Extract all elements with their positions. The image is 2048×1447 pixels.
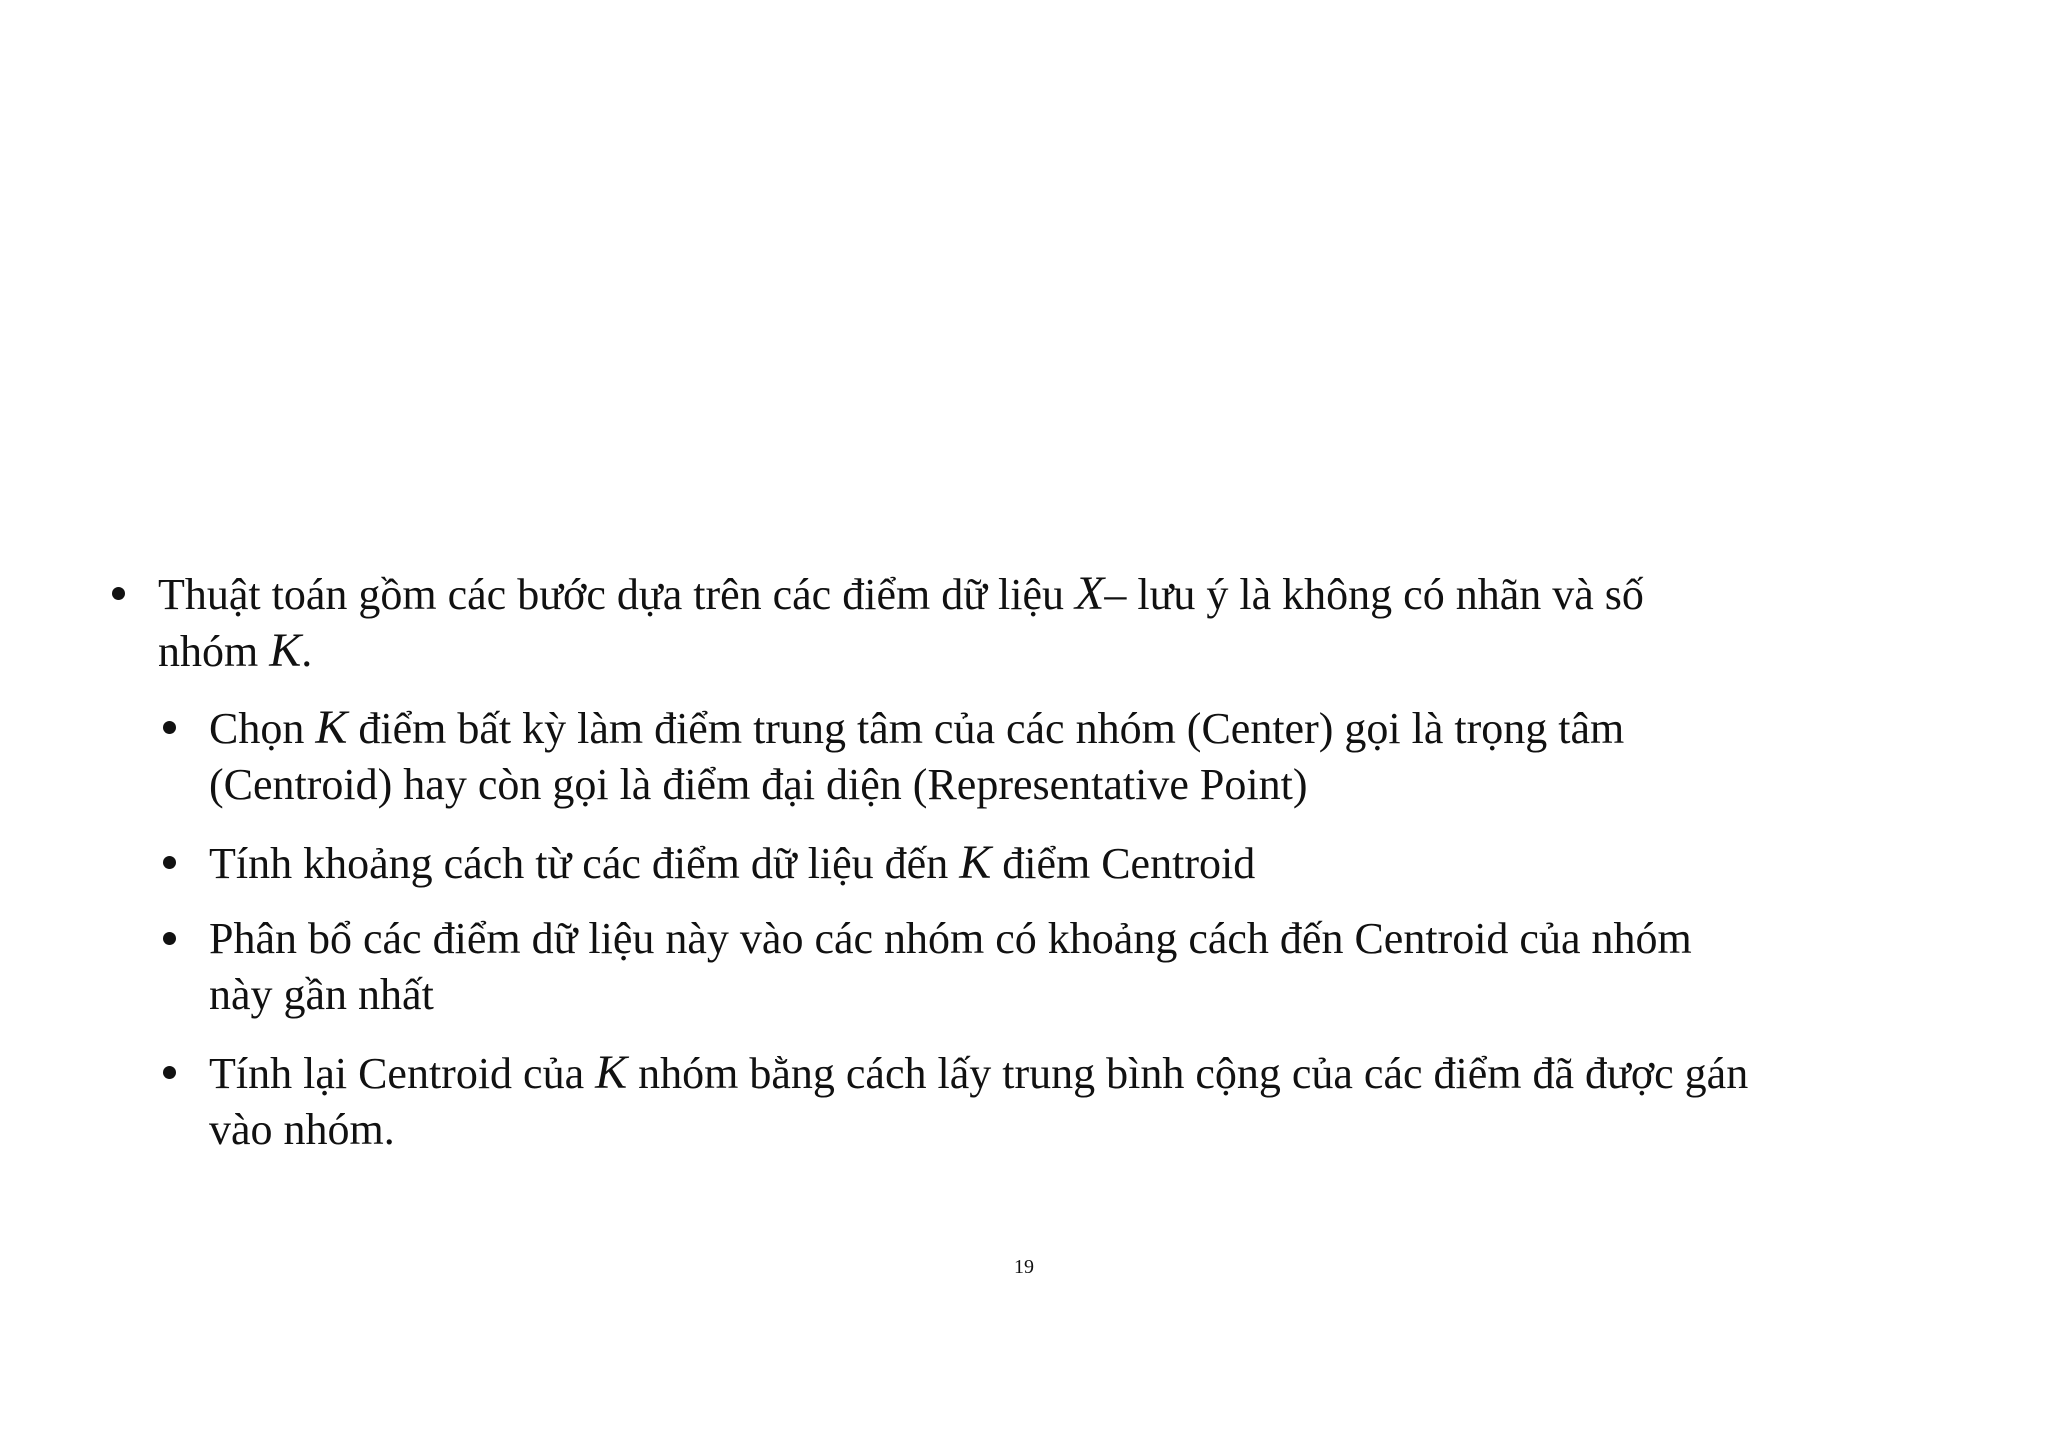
bullet-dot-icon bbox=[112, 587, 125, 600]
text-run: Tính lại Centroid của bbox=[209, 1049, 596, 1098]
text-run: điểm Centroid bbox=[991, 839, 1256, 888]
bullet-line bbox=[158, 566, 1644, 623]
page-number: 19 bbox=[1014, 1256, 1034, 1278]
math-variable: K bbox=[269, 624, 302, 677]
bullet-line bbox=[209, 967, 1692, 1023]
text-run: này gần nhất bbox=[209, 970, 434, 1019]
bullet-dot-icon bbox=[163, 1066, 176, 1079]
text-run: . bbox=[301, 627, 313, 676]
bullet-line bbox=[158, 623, 1644, 680]
text-run: Chọn bbox=[209, 704, 316, 753]
bullet-dot-icon bbox=[163, 856, 176, 869]
text-run: (Centroid) hay còn gọi là điểm đại diện (Representative Point) bbox=[209, 760, 1308, 809]
text-run: vào nhóm. bbox=[209, 1105, 395, 1154]
text-run: nhóm bằng cách lấy trung bình cộng của các điểm đã được gán bbox=[627, 1049, 1749, 1098]
text-run: Thuật toán gồm các bước dựa trên các điểm dữ liệu bbox=[158, 570, 1076, 619]
text-run: Tính khoảng cách từ các điểm dữ liệu đến bbox=[209, 839, 960, 888]
bullet-line bbox=[209, 835, 1255, 892]
math-variable: K bbox=[595, 1046, 628, 1099]
text-run: điểm bất kỳ làm điểm trung tâm của các nhóm (Center) gọi là trọng tâm bbox=[347, 704, 1625, 753]
bullet-text bbox=[158, 566, 1644, 680]
text-run: Phân bổ các điểm dữ liệu này vào các nhóm có khoảng cách đến Centroid của nhóm bbox=[209, 914, 1692, 963]
bullet-line bbox=[209, 911, 1692, 967]
text-run: – lưu ý là không có nhãn và số bbox=[1104, 570, 1644, 619]
bullet-line bbox=[209, 757, 1624, 813]
bullet-line bbox=[209, 700, 1624, 757]
bullet-text bbox=[209, 911, 1692, 1023]
bullet-dot-icon bbox=[163, 932, 176, 945]
math-variable: K bbox=[959, 836, 992, 889]
bullet-line bbox=[209, 1102, 1748, 1158]
bullet-text bbox=[209, 1045, 1748, 1158]
text-run: nhóm bbox=[158, 627, 270, 676]
bullet-text bbox=[209, 835, 1255, 892]
bullet-text bbox=[209, 700, 1624, 813]
bullet-dot-icon bbox=[163, 721, 176, 734]
math-variable: K bbox=[315, 701, 348, 754]
math-variable: X bbox=[1075, 567, 1105, 620]
bullet-line bbox=[209, 1045, 1748, 1102]
